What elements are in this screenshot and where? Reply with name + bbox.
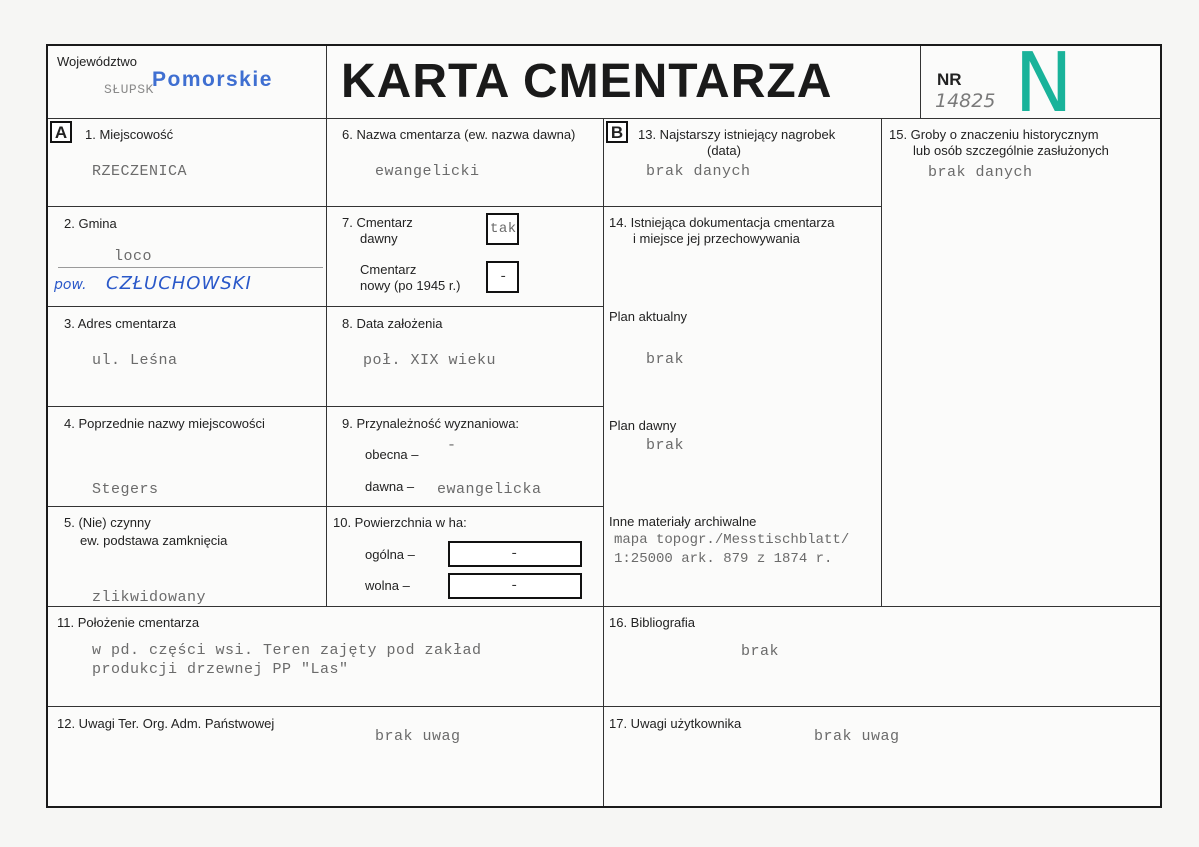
field-15-value: brak danych — [928, 164, 1033, 181]
field-17-label: 17. Uwagi użytkownika — [609, 716, 742, 731]
field-9-label: 9. Przynależność wyznaniowa: — [342, 416, 520, 431]
section-a-marker: A — [50, 121, 72, 143]
field-10-total-value: - — [510, 546, 519, 562]
field-16-value: brak — [741, 643, 780, 660]
field-9-former-value: ewangelicka — [437, 481, 542, 498]
field-8-cell — [327, 307, 604, 407]
field-11-label: 11. Położenie cmentarza — [57, 615, 200, 630]
archive-label: Inne materiały archiwalne — [609, 514, 757, 529]
field-10-cell — [327, 507, 604, 607]
field-2-value: loco — [114, 248, 153, 265]
field-3-label: 3. Adres cmentarza — [64, 316, 176, 331]
field-7-old-value: tak — [490, 221, 517, 237]
field-2-hand-prefix: pow. — [54, 277, 87, 293]
field-13-cell — [604, 119, 882, 207]
archive-line-1: mapa topogr./Messtischblatt/ — [614, 532, 850, 548]
field-7-label-1: 7. Cmentarz — [342, 215, 413, 230]
cemetery-card — [46, 36, 1162, 808]
plan-current-value: brak — [646, 351, 685, 368]
field-4-value: Stegers — [92, 481, 159, 498]
field-4-label: 4. Poprzednie nazwy miejscowości — [64, 416, 265, 431]
field-7-label-2: dawny — [360, 231, 398, 246]
field-5-label-2: ew. podstawa zamknięcia — [80, 533, 228, 548]
field-10-free-box — [448, 573, 582, 599]
field-17-value: brak uwag — [814, 728, 900, 745]
voivodeship-stamp: Pomorskie — [152, 68, 273, 91]
archive-line-2: 1:25000 ark. 879 z 1874 r. — [614, 551, 833, 567]
field-4-cell — [48, 407, 327, 507]
field-12-value: brak uwag — [375, 728, 461, 745]
field-10-free-label: wolna – — [365, 578, 410, 593]
field-14-cell — [604, 207, 882, 607]
field-17-cell — [604, 707, 1160, 806]
field-10-total-label: ogólna – — [365, 547, 415, 562]
nr-cell — [921, 36, 1160, 131]
nr-value: 14825 — [935, 90, 996, 112]
field-9-cell — [327, 407, 604, 507]
field-7-new-value: - — [499, 269, 508, 285]
field-2-label: 2. Gmina — [64, 216, 117, 231]
field-1-label: 1. Miejscowość — [85, 127, 174, 142]
title-cell — [327, 46, 921, 119]
field-7-cell — [327, 207, 604, 307]
field-9-current-value: - — [447, 437, 457, 454]
section-b-marker: B — [606, 121, 628, 143]
field-12-label: 12. Uwagi Ter. Org. Adm. Państwowej — [57, 716, 275, 731]
field-7-new-label-1: Cmentarz — [360, 262, 417, 277]
field-7-new-box — [486, 261, 519, 293]
field-10-label: 10. Powierzchnia w ha: — [333, 515, 467, 530]
field-2-cell — [48, 207, 327, 307]
nr-mark: N — [1014, 36, 1073, 131]
field-13-value: brak danych — [646, 163, 751, 180]
field-16-cell — [604, 607, 1160, 707]
plan-current-label: Plan aktualny — [609, 309, 688, 324]
field-5-value: zlikwidowany — [92, 589, 207, 606]
field-6-label: 6. Nazwa cmentarza (ew. nazwa dawna) — [342, 127, 576, 142]
field-6-cell — [327, 119, 604, 207]
field-14-label-1: 14. Istniejąca dokumentacja cmentarza — [609, 215, 835, 230]
field-3-cell — [48, 307, 327, 407]
field-12-cell — [48, 707, 604, 806]
field-9-former-label: dawna – — [365, 479, 415, 494]
field-14-label-2: i miejsce jej przechowywania — [633, 231, 800, 246]
field-8-value: poł. XIX wieku — [363, 352, 497, 369]
field-5-label-1: 5. (Nie) czynny — [64, 515, 151, 530]
field-16-label: 16. Bibliografia — [609, 615, 695, 630]
field-8-label: 8. Data założenia — [342, 316, 443, 331]
field-10-total-box — [448, 541, 582, 567]
plan-old-label: Plan dawny — [609, 418, 677, 433]
field-15-label-2: lub osób szczególnie zasłużonych — [913, 143, 1109, 158]
field-11-line-1: w pd. części wsi. Teren zajęty pod zakład — [92, 642, 482, 659]
voivodeship-cell — [48, 46, 327, 119]
field-13-label-1: 13. Najstarszy istniejący nagrobek — [638, 127, 836, 142]
card-title: KARTA CMENTARZA — [341, 55, 833, 108]
field-3-value: ul. Leśna — [92, 352, 178, 369]
field-5-cell — [48, 507, 327, 607]
field-2-underline — [58, 267, 323, 268]
field-1-cell — [48, 119, 327, 207]
field-7-old-box — [486, 213, 519, 245]
field-6-value: ewangelicki — [375, 163, 480, 180]
field-11-cell — [48, 607, 604, 707]
field-9-current-label: obecna – — [365, 447, 419, 462]
field-13-label-2: (data) — [707, 143, 741, 158]
voivodeship-label: Województwo — [57, 54, 137, 69]
field-15-cell — [882, 119, 1160, 607]
field-15-label-1: 15. Groby o znaczeniu historycznym — [889, 127, 1099, 142]
field-2-hand-value: CZŁUCHOWSKI — [106, 273, 252, 294]
field-11-line-2: produkcji drzewnej PP "Las" — [92, 661, 349, 678]
field-7-new-label-2: nowy (po 1945 r.) — [360, 278, 461, 293]
field-10-free-value: - — [510, 578, 519, 594]
nr-label: NR — [937, 70, 962, 89]
plan-old-value: brak — [646, 437, 685, 454]
voivodeship-typed: SŁUPSK — [104, 82, 154, 97]
field-1-value: RZECZENICA — [92, 163, 188, 180]
